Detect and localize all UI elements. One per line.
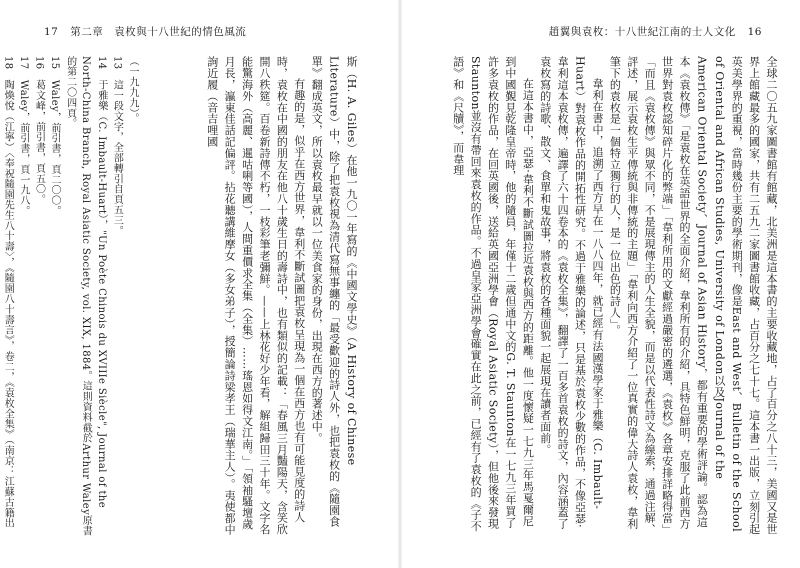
right-page (400, 0, 800, 568)
footnote: 16 葛文峰，前引書，頁五〇。 (33, 56, 45, 205)
footnote: 14 于雅樂（C. Imbault-Huart），"Un Poète Chinois du XVIIIe Siècle", Journal of the North-China Branch, Royal Asiatic Society, vol. XIX, 1884。這則資料截於Arthur Waley原書的第二〇四頁。 (64, 56, 107, 536)
right-body-paragraph: 全球二〇五九家圖書館有館藏，北美洲是這本書的主要收藏地，占了百分之八十三，美國又是世界上館藏最多的國家，共有二五九二家圖書館收藏，占百分之七十七。這本書一出版，立刻引起英美學界的重視，當時幾份主要的學術期刊，像是East and West、Bulletin of the School of Oriental and African Studies, University of London以及Journal of the American Oriental Society、Journal of Asian History，都有重要的學術評論。認為這本《袁枚傳》「是袁枚在英語世界的全面介紹，韋利所有的介紹，具特色鮮明，克服了此前西方世界對袁枚認知碎片化的弊端」「韋利所用的文獻經過嚴密的遴選，《袁枚》各章安排詳略得當」「而且《袁枚傳》與眾不同，不是展現傳主的人生全貌，而是以代表性詩文為線索，通過注解、評述，展示袁枚生平傳統與非傳統的主題」「韋利向西方介紹了一位真實的偉大詩人袁枚，韋利筆下的袁枚是一個特立獨行的人，是一位出色的詩人」。 (608, 56, 778, 536)
footnotes (2, 56, 140, 536)
right-body-paragraph: 在這本書中，亞瑟·韋利不斷試圖拉近袁枚與西方的距離。他一度懷疑一七九三年馬戛爾尼到中國覲見乾隆皇帝時，他的隨員，年僅十二歲但通中文的G. T. Staunton在一七九三年買了許多袁枚的作品，在回英國後，送給英國亞洲學會（Royal Asiatic Society），但他後來發現Staunton並沒有帶回來袁枚的作品。不過皇家亞洲學會確實在此之前，已經有了袁枚的《子不語》和《尺牘》，而韋理 (451, 56, 535, 532)
right-page-number: 16 (747, 26, 762, 38)
right-page-body (420, 56, 780, 536)
left-page-body (178, 56, 360, 536)
left-page-number: 17 (44, 26, 59, 38)
footnote: （一九九九）。 (127, 56, 138, 124)
footnote: 13 這一段文字，全部轉引自頁五三。 (111, 56, 123, 236)
left-running-head: 第二章 袁枚與十八世紀的情色風流 (70, 26, 247, 38)
left-body-paragraph: 斯（H. A. Giles）在他一九〇一年寫的《中國文學史》（A History of Chinese Literature）中，除了把袁枚視為清代寫無事纏的「最受歡迎的詩人外，也把袁枚的《隨園食單》翻成英文，所以袁枚最早就以一位美食家的身份，出現在西方的著述中。 (310, 56, 358, 528)
left-page-header (36, 24, 246, 39)
footnote: 18 陶煥悅（江寧）〈奉祝隨園先生八十壽〉，《隨園八十壽言》，卷二，《袁枚全集》（南京：江蘇古籍出 (2, 56, 14, 529)
right-page-header (549, 24, 770, 39)
right-running-head: 趙翼與袁枚：十八世紀江南的士人文化 (548, 26, 736, 38)
footnote: 15 Waley，前引書，頁二〇〇。 (49, 56, 61, 217)
right-body-paragraph: 韋利在書中，追溯了西方早在一八八四年，就已經有法國漢學家于雅樂（C. Imbault-Huart）對袁枚作品的開拓性研究。不過于雅樂的論述，只是基於袁枚少數的作品，不像亞瑟·韋利這本袁枚傳，遍譯了六十四卷本的《袁枚全集》，翻譯了一百多首袁枚的詩文，內容涵蓋了袁枚寫的詩歌、散文、食單和鬼故事，將袁枚的各種面貌一起展現在讀者面前。 (538, 56, 604, 530)
footnote: 17 Waley，前引書，頁一九八。 (17, 56, 29, 217)
left-body-paragraph: 有趣的是，似乎在西方世界，韋利不斷試圖把袁枚呈現為一個在西方也有可能見度的詩人時，袁枚在中國的朋友在他八十歲生日的壽詩中，也有類似的記載：「春風三月豔陽天，含笑欣開八秩筵。百卷新詩傳不朽，一枝彩筆老彌鮮。——上林花好少年看，解組歸田三十年。文字名能驚海外（高麗、暹咕唎等國），人間重價求全集（全集）……瑤恩如得文江南。」「領袖騷壇歲月長，瀛東佳話記偏評。拈花聽講維摩女（多女弟子），授簡論詩梁孝王（瑞華主人）。夷使都中詢近履（音吉哩國 (205, 56, 306, 536)
